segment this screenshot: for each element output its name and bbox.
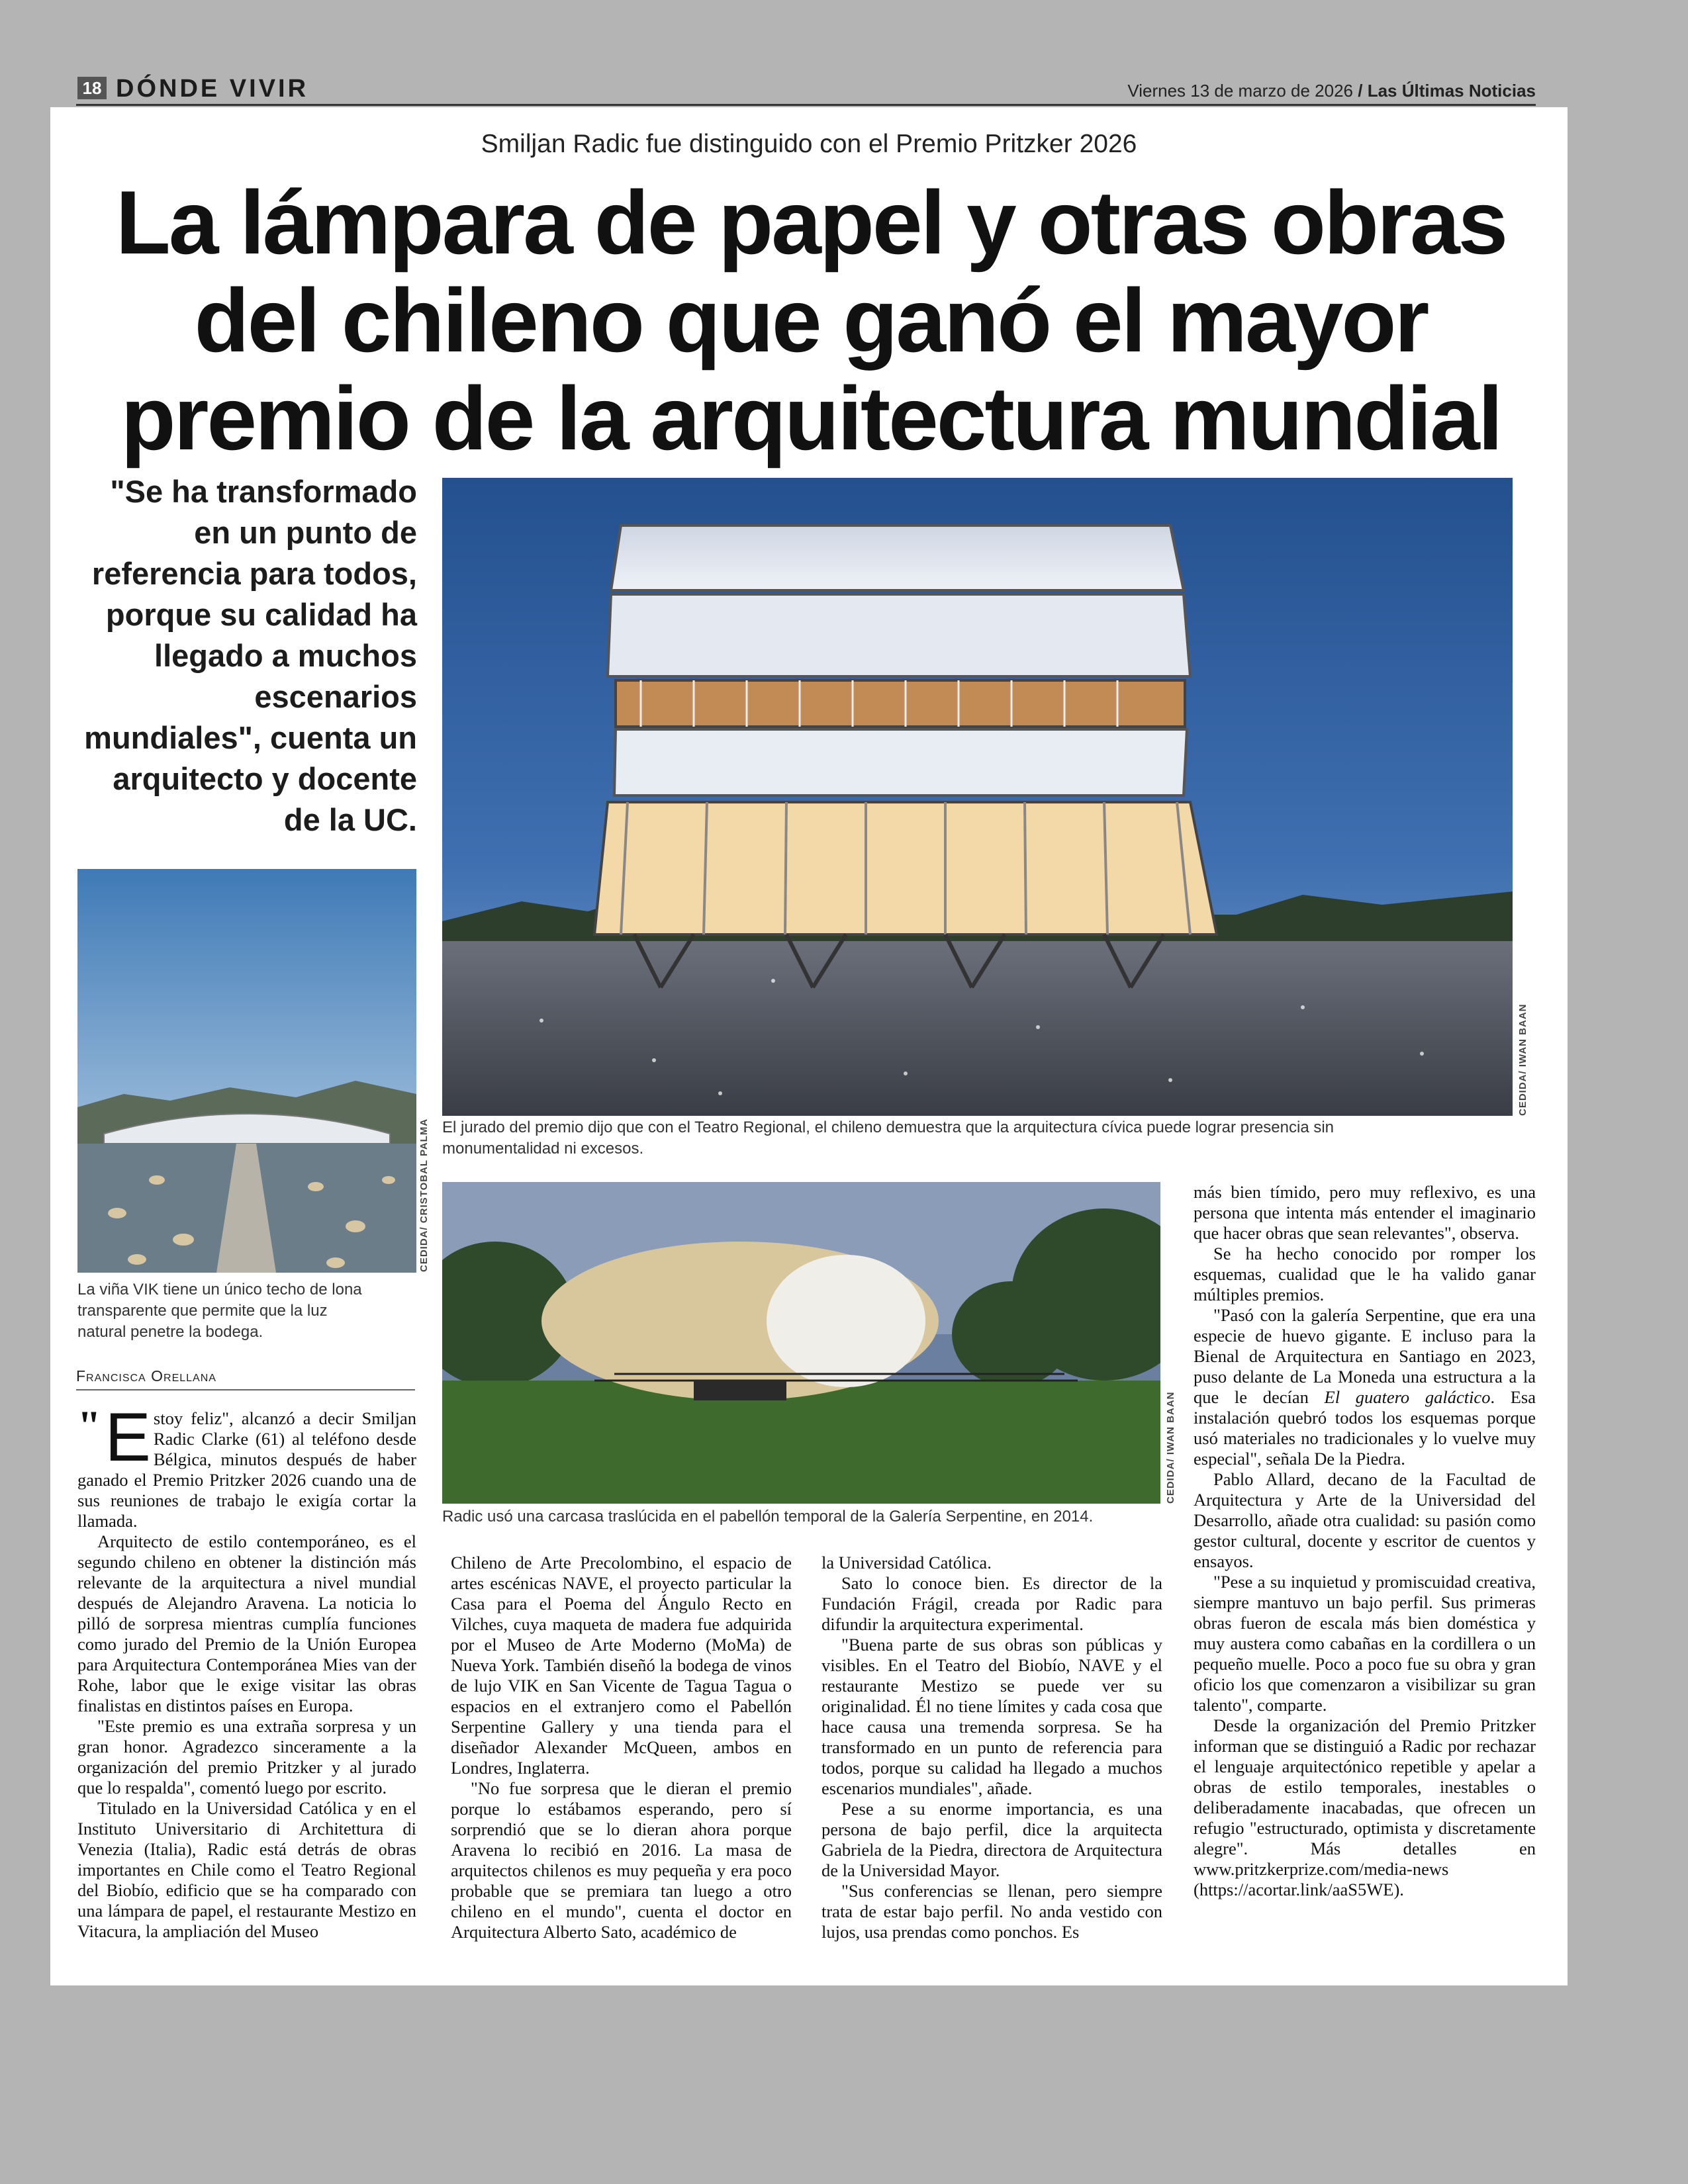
drop-cap: E [105,1399,151,1476]
paragraph: "Pese a su inquietud y promiscuidad creativa, siempre mantuvo un bajo perfil. Sus primeras obras fueron de escala más bien doméstica y muy austera como cabañas en la cordillera o un pequeño muelle. Poco a poco fue su obra y gran oficio los que comenzaron a visibilizar su gran talento", comparte. [1194,1572,1536,1715]
paragraph: la Universidad Católica. [821,1553,992,1572]
section-title: DÓNDE VIVIR [116,75,309,103]
page-number: 18 [77,77,107,99]
paragraph: Arquitecto de estilo contemporáneo, es el segundo chileno en obtener la distinción más relevante de la arquitectura a nivel mundial después de Alejandro Aravena. La noticia lo pilló de sorpresa mientras cumplía funciones como jurado del Premio de la Unión Europea para Arquitectura Contemporánea Mies van der Rohe, labor que le exige visitar las obras finalistas en distintos países en Europa. [77,1531,416,1715]
caption-vina-vik: La viña VIK tiene un único techo de lona transparente que permite que la luz natural penetre la bodega. [77,1281,362,1341]
caption-teatro-regional: El jurado del premio dijo que con el Teatro Regional, el chileno demuestra que la arquitectura cívica puede lograr presencia sin monumentalidad ni excesos. [442,1118,1335,1158]
photo-credit-serpentine: CEDIDA/ IWAN BAAN [1165,1391,1176,1504]
paragraph: Titulado en la Universidad Católica y en el Instituto Universitario di Architettura di Venezia (Italia), Radic está detrás de obras importantes en Chile como el Teatro Regional del Biobío, edificio que se ha comparado con una lámpara de papel, el restaurante Mestizo en Vitacura, la ampliación del Museo [77,1798,416,1941]
paragraph: Pablo Allard, decano de la Facultad de Arquitectura y Arte de la Universidad del Desarrollo, añade otra cualidad: su pasión como gestor cultural, docente y escritor de cuentos y ensayos. [1194,1469,1536,1571]
caption-serpentine: Radic usó una carcasa traslúcida en el pabellón temporal de la Galería Serpentine, en 2014. [442,1508,1094,1525]
serpentine-pavilion-image [442,1182,1160,1504]
publication-name: Las Últimas Noticias [1367,81,1536,101]
paragraph [1194,1305,1536,1469]
body-column-4 [1194,1182,1536,1900]
pull-quote: "Se ha transformado en un punto de referencia para todos, porque su calidad ha llegado a muchos escenarios mundiales", cuenta un arquitecto y docente de la UC. [84,474,417,837]
paragraph: más bien tímido, pero muy reflexivo, es una persona que intenta más entender el imaginario que hacer obras que sean relevantes", observa. [1194,1182,1536,1243]
dateline-separator: / [1358,81,1363,101]
masthead-rule [76,104,1536,106]
lead-paragraph [77,1399,416,1531]
lead-text: stoy feliz", alcanzó a decir Smiljan Radic Clarke (61) al teléfono desde Bélgica, minutos después de haber ganado el Premio Pritzker 2026 cuando una de sus reuniones de trabajo le exigía cortar la llamada. [77,1408,416,1531]
photo-teatro-regional [442,478,1513,1116]
paragraph: Sato lo conoce bien. Es director de la Fundación Frágil, creada por Radic para difundir la arquitectura experimental. [821,1573,1162,1634]
photo-serpentine [442,1182,1160,1504]
paragraph: "No fue sorpresa que le dieran el premio porque lo estábamos esperando, pero sí sorprendió que se lo dieran ahora porque Aravena lo recibió en 2016. La masa de arquitectos chilenos es muy pequeña y era poco probable que se premiara tan luego a otro chileno en el mundo", cuenta el doctor en Arquitectura Alberto Sato, académico de [451,1778,792,1942]
body-column-3 [821,1553,1162,1942]
paragraph-text: . Esa instalación quebró todos los esquemas porque usó materiales no tradicionales y lo vuelve muy especial", señala De la Piedra. [1194,1387,1536,1469]
installation-name: El guatero galáctico [1324,1387,1491,1407]
paragraph: Desde la organización del Premio Pritzker informan que se distinguió a Radic por rechazar el lenguaje arquitectónico repetible y apelar a obras de estilo temporales, inestables o deliberadamente inacabadas, que ofrecen un refugio "estructurado, optimista y discretamente alegre". Más detalles en www.pritzkerprize.com/media-news (https://acortar.link/aaS5WE). [1194,1715,1536,1899]
issue-date: Viernes 13 de marzo de 2026 [1127,81,1353,101]
paragraph: Se ha hecho conocido por romper los esquemas, cualidad que le ha valido ganar múltiples premios. [1194,1244,1536,1304]
paragraph: "Buena parte de sus obras son públicas y visibles. En el Teatro del Biobío, NAVE y el restaurante Mestizo se puede ver su originalidad. Él no tiene límites y cada cosa que hace causa una tremenda sorpresa. Se ha transformado en un punto de referencia para todos, porque su calidad ha llegado a muchos escenarios mundiales", añade. [821,1635,1162,1798]
dateline [1127,79,1536,102]
body-column-1 [77,1399,416,1942]
photo-credit-vik: CEDIDA/ CRISTOBAL PALMA [418,1118,430,1272]
article-kicker: Smiljan Radic fue distinguido con el Premio Pritzker 2026 [481,130,1137,158]
photo-credit-teatro: CEDIDA/ IWAN BAAN [1517,1003,1528,1116]
photo-vina-vik [77,869,416,1273]
paragraph: "Este premio es una extraña sorpresa y un gran honor. Agradezco sinceramente a la organización del premio Pritzker y al jurado que lo respalda", comentó luego por escrito. [77,1716,416,1797]
paragraph: Chileno de Arte Precolombino, el espacio de artes escénicas NAVE, el proyecto particular la Casa para el Poema del Ángulo Recto en Vilches, cuya maqueta de madera fue adquirida por el Museo de Arte Moderno (MoMa) de Nueva York. También diseñó la bodega de vinos de lujo VIK en San Vicente de Tagua Tagua o espacios en el extranjero como el Pabellón Serpentine Gallery y una tienda para el diseñador Alexander McQueen, ambos en Londres, Inglaterra. [451,1553,792,1778]
masthead [76,74,1536,103]
vina-vik-image [77,869,416,1273]
paragraph: "Sus conferencias se llenan, pero siempre trata de estar bajo perfil. No anda vestido con lujos, usa prendas como ponchos. Es [821,1881,1162,1942]
body-column-2 [451,1553,792,1942]
teatro-regional-image [442,478,1513,1116]
lead-quote-mark: " [77,1402,101,1449]
paragraph-text: "Pasó con la galería Serpentine, que era una especie de huevo gigante. E incluso para la Bienal de Arquitectura en Santiago en 2023, puso delante de La Moneda una estructura a la que le decían [1194,1305,1536,1407]
article-headline: La lámpara de papel y otras obras del chileno que ganó el mayor premio de la arquitectura mundial [115,172,1507,469]
paragraph: Pese a su enorme importancia, es una persona de bajo perfil, dice la arquitecta Gabriela de la Piedra, directora de Arquitectura de la Universidad Mayor. [821,1799,1162,1880]
byline: Francisca Orellana [76,1367,415,1390]
